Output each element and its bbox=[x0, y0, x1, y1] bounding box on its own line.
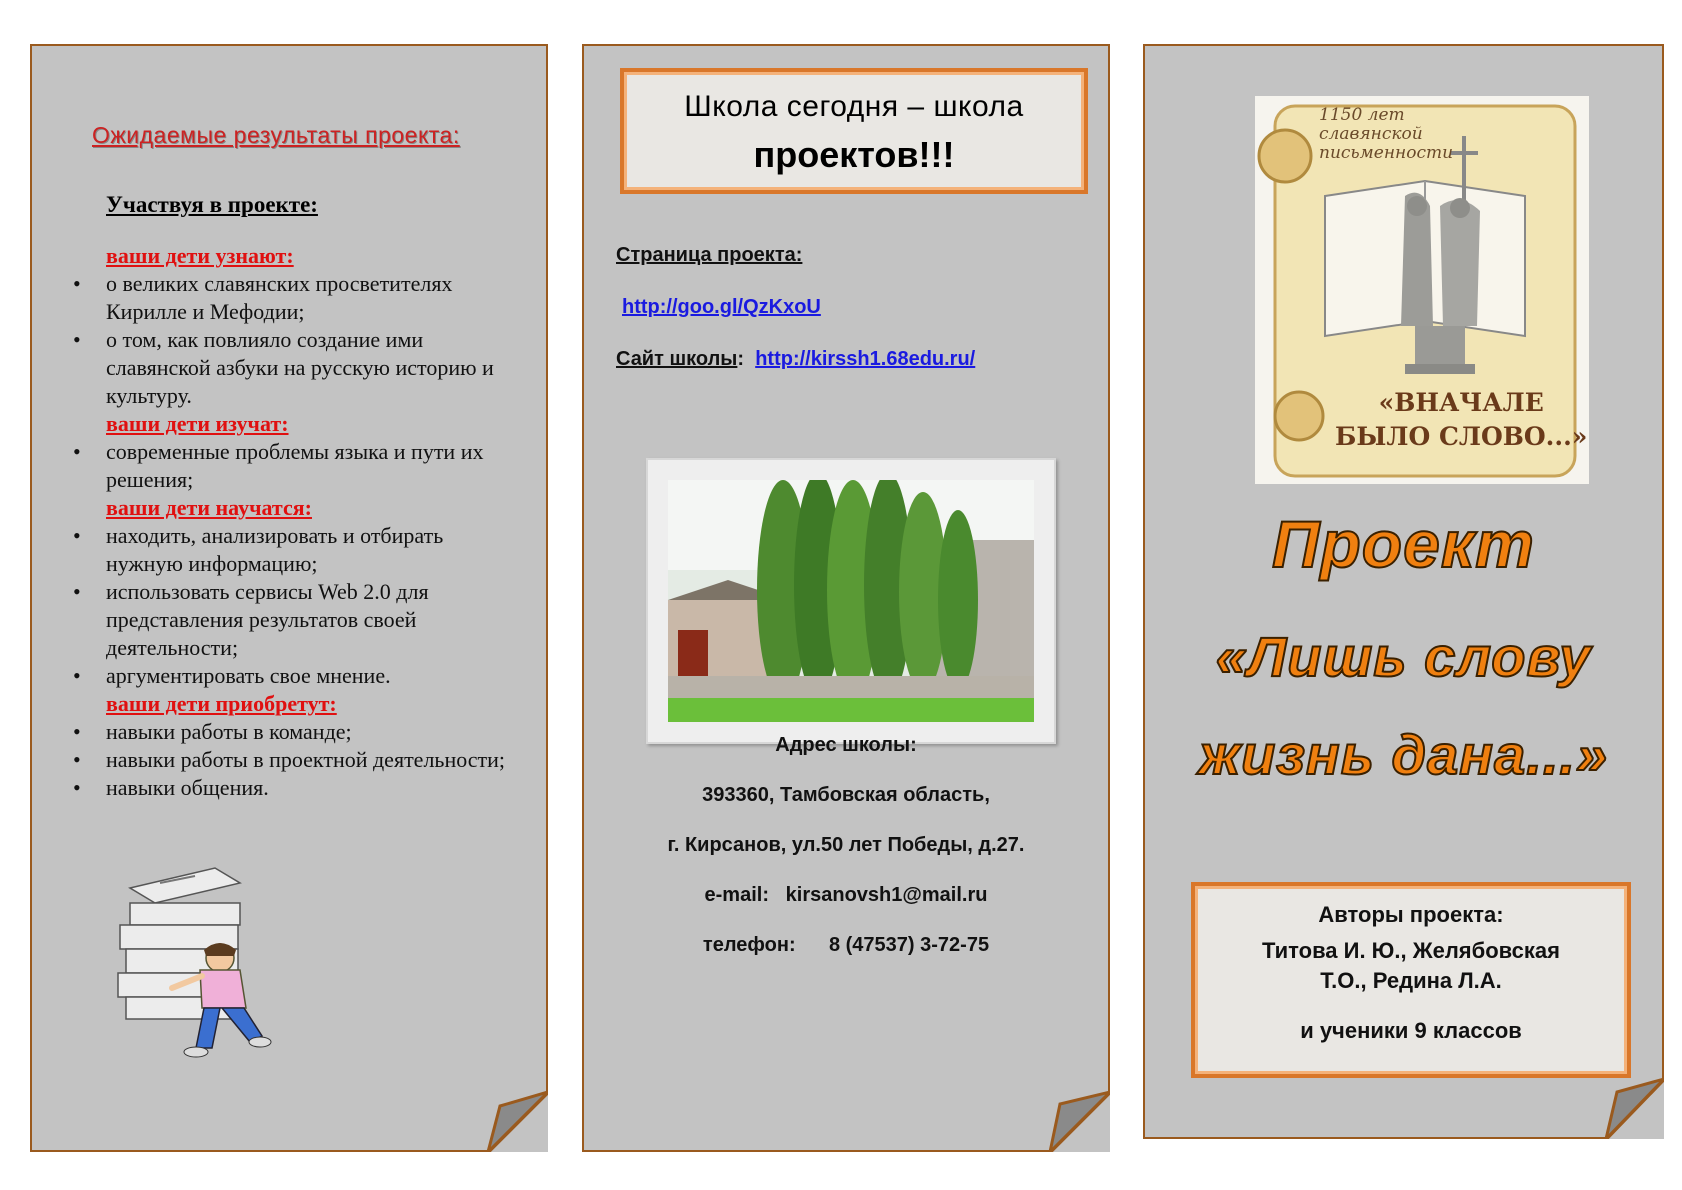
results-list-item-text: использовать сервисы Web 2.0 для представления результатов своей деятельности; bbox=[106, 579, 429, 660]
authors-box bbox=[1191, 882, 1631, 1078]
slogan-line-2: проектов!!! bbox=[753, 134, 955, 175]
emblem-bottom-2: БЫЛО СЛОВО...» bbox=[1335, 422, 1588, 451]
email-value[interactable]: kirsanovsh1@mail.ru bbox=[785, 884, 988, 906]
results-section-heading: ваши дети изучат: bbox=[106, 411, 289, 436]
bullet-icon: • bbox=[73, 271, 81, 296]
left-panel bbox=[30, 44, 548, 1152]
results-section-heading: ваши дети научатся: bbox=[106, 495, 312, 520]
results-list-item bbox=[70, 718, 525, 746]
results-list-item-text: о великих славянских просветителях Кирилле и Мефодии; bbox=[106, 271, 453, 324]
school-photo bbox=[646, 458, 1056, 744]
address-line-1: 393360, Тамбовская область, bbox=[702, 784, 990, 806]
results-list-item bbox=[70, 578, 525, 662]
results-list-item bbox=[70, 774, 525, 802]
slogan-box bbox=[620, 68, 1088, 194]
bullet-icon: • bbox=[73, 579, 81, 604]
results-list-item bbox=[70, 746, 525, 774]
results-list-item-text: аргументировать свое мнение. bbox=[106, 663, 391, 688]
school-site-colon: : bbox=[737, 348, 745, 370]
bullet-icon: • bbox=[73, 663, 81, 688]
slavic-writing-emblem bbox=[1255, 96, 1589, 484]
bullet-icon: • bbox=[73, 775, 81, 800]
results-list-item-text: находить, анализировать и отбирать нужную информацию; bbox=[106, 523, 444, 576]
project-word: Проект bbox=[1272, 507, 1535, 581]
authors-line-2: Т.О., Редина Л.А. bbox=[1320, 968, 1502, 993]
school-site-label: Сайт школы bbox=[616, 348, 738, 370]
results-list-item-text: о том, как повлияло создание ими славянской азбуки на русскую историю и культуру. bbox=[106, 327, 494, 408]
results-list-item bbox=[70, 270, 525, 326]
address-label: Адрес школы: bbox=[775, 734, 917, 756]
results-list bbox=[70, 242, 525, 802]
phone-value: 8 (47537) 3-72-75 bbox=[828, 934, 990, 956]
slogan-line-1: Школа сегодня – школа bbox=[684, 90, 1024, 123]
results-section-heading: ваши дети приобретут: bbox=[106, 691, 337, 716]
results-title: Ожидаемые результаты проекта: bbox=[92, 122, 460, 148]
emblem-bottom-1: «ВНАЧАЛЕ bbox=[1378, 388, 1544, 417]
emblem-top-2: славянской bbox=[1319, 124, 1423, 144]
results-list-item bbox=[70, 438, 525, 494]
authors-line-3: и ученики 9 классов bbox=[1300, 1018, 1522, 1043]
results-list-item bbox=[70, 326, 525, 410]
project-page-link[interactable]: http://goo.gl/QzKxoU bbox=[622, 296, 821, 318]
emblem-caption-top bbox=[1319, 106, 1453, 163]
address-line-2: г. Кирсанов, ул.50 лет Победы, д.27. bbox=[667, 834, 1025, 856]
emblem-top-1: 1150 лет bbox=[1319, 105, 1405, 125]
results-list-item-text: навыки работы в проектной деятельности; bbox=[106, 747, 506, 772]
emblem-caption-bottom bbox=[1335, 386, 1587, 454]
phone-row bbox=[582, 934, 1110, 957]
bullet-icon: • bbox=[73, 747, 81, 772]
authors-line-1: Титова И. Ю., Желябовская bbox=[1262, 938, 1560, 963]
participation-lead: Участвуя в проекте: bbox=[106, 192, 318, 217]
email-row bbox=[582, 884, 1110, 907]
school-site-link[interactable]: http://kirssh1.68edu.ru/ bbox=[755, 348, 976, 370]
project-title-line-1: «Лишь слову bbox=[1215, 625, 1592, 688]
emblem-top-3: письменности bbox=[1319, 143, 1454, 163]
results-list-item-text: современные проблемы языка и пути их решения; bbox=[106, 439, 484, 492]
results-list-item bbox=[70, 522, 525, 578]
results-list-item bbox=[70, 662, 525, 690]
school-site-row bbox=[616, 348, 975, 371]
results-list-item-text: навыки общения. bbox=[106, 775, 269, 800]
bullet-icon: • bbox=[73, 523, 81, 548]
bullet-icon: • bbox=[73, 327, 81, 352]
authors-label: Авторы проекта: bbox=[1318, 902, 1504, 927]
results-list-item-text: навыки работы в команде; bbox=[106, 719, 352, 744]
results-section-heading: ваши дети узнают: bbox=[106, 243, 294, 268]
right-panel bbox=[1143, 44, 1664, 1139]
middle-panel bbox=[582, 44, 1110, 1152]
bullet-icon: • bbox=[73, 439, 81, 464]
email-label: e-mail: bbox=[704, 884, 769, 906]
project-title-line-2: жизнь дана...» bbox=[1198, 723, 1609, 786]
boy-carrying-books-illustration bbox=[100, 858, 280, 1068]
project-page-label: Страница проекта: bbox=[616, 244, 803, 266]
bullet-icon: • bbox=[73, 719, 81, 744]
phone-label: телефон: bbox=[702, 934, 796, 956]
